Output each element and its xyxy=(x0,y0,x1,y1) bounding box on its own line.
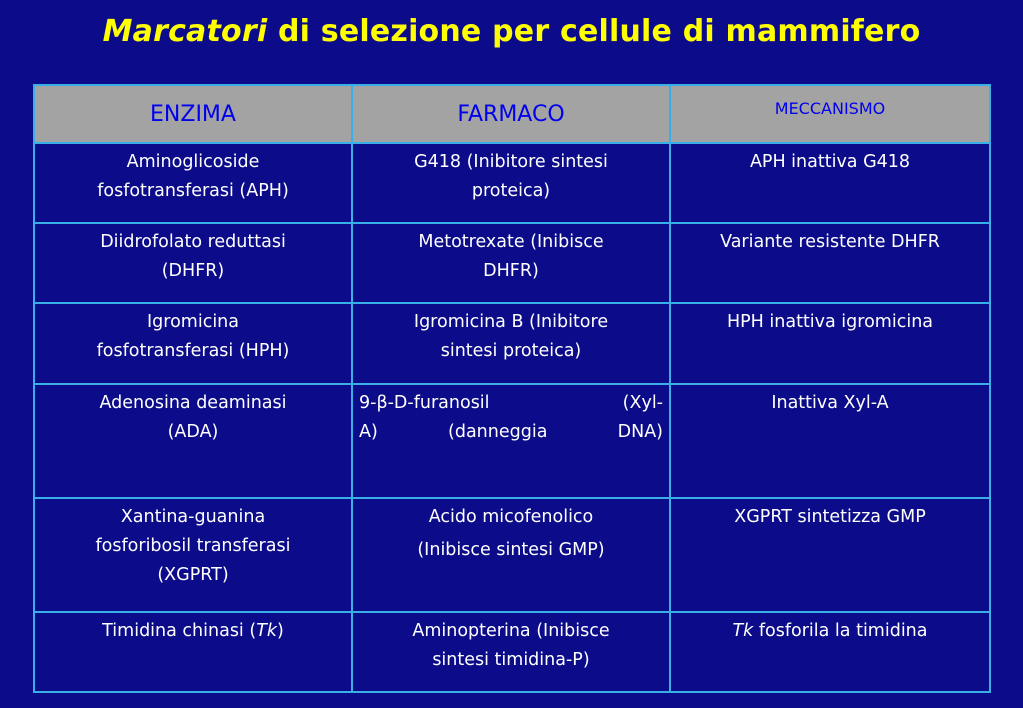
cell-enzima xyxy=(34,223,352,303)
table-row xyxy=(34,303,990,384)
cell-line: 9-β-D-furanosil (Xyl- xyxy=(359,393,663,413)
cell-meccanismo xyxy=(670,498,990,612)
cell-line xyxy=(677,617,983,646)
cell-meccanismo xyxy=(670,143,990,223)
cell-meccanismo xyxy=(670,384,990,498)
cell-meccanismo xyxy=(670,223,990,303)
cell-line: Diidrofolato reduttasi xyxy=(100,232,286,252)
cell-line: Inattiva Xyl-A xyxy=(771,393,889,413)
cell-enzima xyxy=(34,384,352,498)
cell-line: APH inattiva G418 xyxy=(749,152,911,172)
cell-line: sintesi proteica) xyxy=(440,341,582,361)
cell-farmaco xyxy=(352,384,670,498)
cell-meccanismo xyxy=(670,303,990,384)
slide-title xyxy=(0,14,1023,49)
cell-line: sintesi timidina-P) xyxy=(432,650,590,670)
cell-line: Igromicina B (Inibitore xyxy=(413,312,609,332)
header-meccanismo: MECCANISMO xyxy=(670,85,990,143)
table-header-row xyxy=(34,85,990,143)
cell-enzima xyxy=(34,498,352,612)
cell-line: DHFR) xyxy=(483,261,539,281)
cell-enzima xyxy=(34,303,352,384)
slide-title-rest: di selezione per cellule di mammifero xyxy=(267,14,921,49)
cell-farmaco xyxy=(352,143,670,223)
cell-line: HPH inattiva igromicina xyxy=(726,312,934,332)
selection-markers-table xyxy=(33,84,991,693)
cell-text: fosforila la timidina xyxy=(753,621,928,641)
cell-line: (DHFR) xyxy=(161,261,225,281)
cell-line: Variante resistente DHFR xyxy=(720,232,940,252)
cell-enzima xyxy=(34,612,352,692)
cell-line: Aminoglicoside xyxy=(126,152,260,172)
cell-line: Aminopterina (Inibisce xyxy=(412,621,610,641)
header-enzima: ENZIMA xyxy=(34,85,352,143)
cell-line: fosforibosil transferasi xyxy=(95,536,291,556)
cell-line: G418 (Inibitore sintesi xyxy=(414,152,608,172)
cell-line: A) (danneggia DNA) xyxy=(359,422,663,442)
cell-line: proteica) xyxy=(471,181,551,201)
cell-line: fosfotransferasi (HPH) xyxy=(96,341,290,361)
cell-line: Adenosina deaminasi xyxy=(99,393,287,413)
cell-text: Timidina chinasi ( xyxy=(102,621,257,641)
cell-text-italic: Tk xyxy=(256,621,278,641)
cell-line: XGPRT sintetizza GMP xyxy=(734,507,926,527)
cell-line: Metotrexate (Inibisce xyxy=(418,232,604,252)
cell-line: (ADA) xyxy=(167,422,219,442)
cell-line: Xantina-guanina xyxy=(120,507,266,527)
cell-line: (XGPRT) xyxy=(157,565,229,585)
table-row xyxy=(34,612,990,692)
table-row xyxy=(34,498,990,612)
cell-line: fosfotransferasi (APH) xyxy=(97,181,289,201)
cell-line: Igromicina xyxy=(147,312,239,332)
cell-enzima xyxy=(34,143,352,223)
table-row xyxy=(34,223,990,303)
table-row xyxy=(34,384,990,498)
cell-farmaco xyxy=(352,303,670,384)
cell-line xyxy=(41,617,345,646)
cell-line: Acido micofenolico xyxy=(428,507,594,527)
cell-meccanismo xyxy=(670,612,990,692)
cell-line: (Inibisce sintesi GMP) xyxy=(417,540,605,560)
cell-farmaco xyxy=(352,223,670,303)
cell-text: ) xyxy=(277,621,284,641)
slide-title-italic: Marcatori xyxy=(102,14,268,49)
table-row xyxy=(34,143,990,223)
cell-farmaco xyxy=(352,498,670,612)
cell-farmaco xyxy=(352,612,670,692)
cell-text-italic: Tk xyxy=(732,621,754,641)
header-farmaco: FARMACO xyxy=(352,85,670,143)
